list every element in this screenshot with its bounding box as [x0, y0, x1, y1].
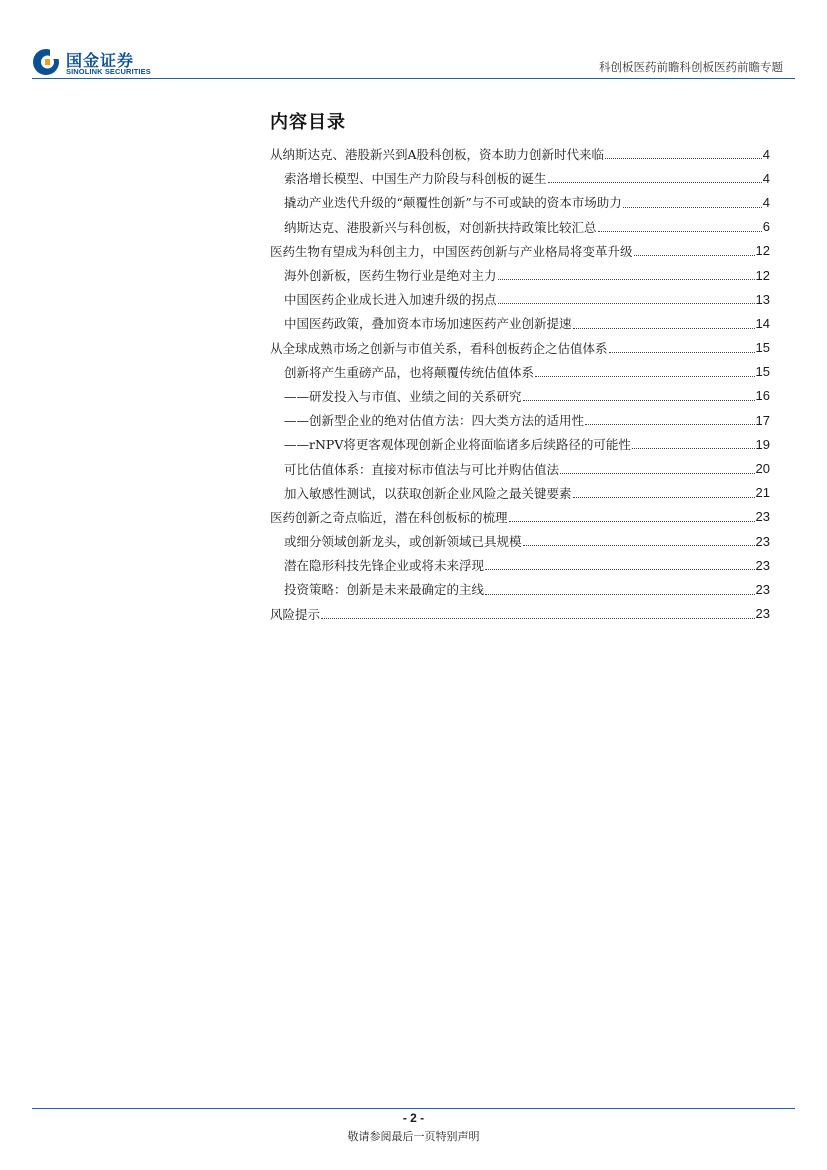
toc-entry[interactable] — [270, 190, 770, 214]
toc-entry-title: 撬动产业迭代升级的“颠覆性创新”与不可或缺的资本市场助力 — [284, 195, 622, 211]
toc-entry-page: 17 — [755, 412, 770, 428]
toc-entry-title: 中国医药政策，叠加资本市场加速医药产业创新提速 — [284, 316, 572, 332]
toc-entry-page: 14 — [755, 315, 770, 331]
toc-entry-page: 12 — [755, 243, 770, 259]
toc-entry[interactable] — [270, 505, 770, 529]
toc-dot-leader — [623, 207, 762, 208]
toc-dot-leader — [498, 279, 755, 280]
disclaimer-note: 敬请参阅最后一页特别声明 — [347, 1130, 480, 1143]
toc-entry-page: 23 — [755, 557, 770, 573]
toc-dot-leader — [560, 473, 755, 474]
toc-entry[interactable] — [270, 553, 770, 577]
toc-entry-page: 4 — [762, 170, 770, 186]
company-logo — [32, 48, 162, 78]
toc-entry[interactable] — [270, 456, 770, 480]
logo-english-name: SINOLINK SECURITIES — [66, 67, 151, 76]
header-divider — [32, 78, 795, 79]
toc-entry-page: 4 — [762, 146, 770, 162]
toc-dot-leader — [321, 618, 755, 619]
toc-entry-title: 可比估值体系：直接对标市值法与可比并购估值法 — [284, 461, 560, 477]
toc-entry-page: 19 — [755, 436, 770, 452]
toc-dot-leader — [573, 328, 755, 329]
toc-dot-leader — [632, 448, 755, 449]
toc-entry-title: 索洛增长模型、中国生产力阶段与科创板的诞生 — [284, 171, 547, 187]
toc-entry-page: 23 — [755, 509, 770, 525]
toc-dot-leader — [485, 594, 755, 595]
toc-dot-leader — [535, 376, 755, 377]
toc-entry-title: 或细分领域创新龙头，或创新领域已具规模 — [284, 534, 522, 550]
toc-dot-leader — [498, 303, 755, 304]
toc-entry-page: 20 — [755, 461, 770, 477]
toc-entry-title: 潜在隐形科技先锋企业或将未来浮现 — [284, 558, 485, 574]
toc-entry[interactable] — [270, 602, 770, 626]
toc-entry[interactable] — [270, 529, 770, 553]
toc-entry-page: 15 — [755, 340, 770, 356]
toc-entry[interactable] — [270, 408, 770, 432]
toc-dot-leader — [523, 545, 755, 546]
toc-entry-page: 12 — [755, 267, 770, 283]
toc-entry-page: 23 — [755, 606, 770, 622]
page-header — [0, 0, 827, 80]
toc-entry-title: 从全球成熟市场之创新与市值关系，看科创板药企之估值体系 — [270, 340, 608, 356]
report-title: 科创板医药前瞻科创板医药前瞻专题 — [599, 60, 783, 74]
toc-entry[interactable] — [270, 311, 770, 335]
toc-dot-leader — [548, 182, 762, 183]
toc-dot-leader — [523, 400, 755, 401]
toc-dot-leader — [634, 255, 755, 256]
toc-entry-title: 医药创新之奇点临近，潜在科创板标的梳理 — [270, 509, 508, 525]
toc-entry-title: 加入敏感性测试，以获取创新企业风险之最关键要素 — [284, 485, 572, 501]
toc-entry-page: 23 — [755, 581, 770, 597]
toc-entry-title: 医药生物有望成为科创主力，中国医药创新与产业格局将变革升级 — [270, 243, 633, 259]
toc-entry[interactable] — [270, 577, 770, 601]
toc-entry-title: 风险提示 — [270, 606, 321, 622]
toc-dot-leader — [573, 497, 755, 498]
toc-dot-leader — [485, 569, 755, 570]
toc-entry[interactable] — [270, 384, 770, 408]
toc-entry-page: 23 — [755, 533, 770, 549]
toc-dot-leader — [509, 521, 755, 522]
toc-entry-title: ——创新型企业的绝对估值方法：四大类方法的适用性 — [284, 413, 585, 429]
toc-entry[interactable] — [270, 481, 770, 505]
toc-entry-title: ——rNPV将更客观体现创新企业将面临诸多后续路径的可能性 — [284, 437, 631, 453]
toc-entry[interactable] — [270, 215, 770, 239]
toc-entry[interactable] — [270, 142, 770, 166]
toc-entry[interactable] — [270, 166, 770, 190]
toc-entry[interactable] — [270, 432, 770, 456]
toc-entry-page: 16 — [755, 388, 770, 404]
toc-heading: 内容目录 — [270, 112, 346, 133]
toc-entry[interactable] — [270, 263, 770, 287]
table-of-contents — [270, 142, 770, 626]
toc-entry-page: 13 — [755, 291, 770, 307]
toc-dot-leader — [609, 352, 755, 353]
toc-entry[interactable] — [270, 360, 770, 384]
logo-chinese-name: 国金证券 — [66, 51, 135, 70]
toc-entry-title: 从纳斯达克、港股新兴到A股科创板，资本助力创新时代来临 — [270, 147, 605, 163]
sinolink-logo-icon — [32, 48, 60, 76]
toc-entry-title: ——研发投入与市值、业绩之间的关系研究 — [284, 388, 522, 404]
toc-dot-leader — [598, 231, 762, 232]
toc-dot-leader — [585, 424, 755, 425]
toc-dot-leader — [605, 158, 762, 159]
toc-entry-page: 21 — [755, 485, 770, 501]
toc-entry-page: 4 — [762, 194, 770, 210]
toc-entry[interactable] — [270, 239, 770, 263]
toc-entry-title: 纳斯达克、港股新兴与科创板，对创新扶持政策比较汇总 — [284, 219, 597, 235]
toc-entry-title: 创新将产生重磅产品，也将颠覆传统估值体系 — [284, 364, 535, 380]
toc-entry-title: 投资策略：创新是未来最确定的主线 — [284, 582, 485, 598]
toc-entry[interactable] — [270, 287, 770, 311]
page-number: - 2 - — [402, 1111, 425, 1125]
toc-entry-title: 中国医药企业成长进入加速升级的拐点 — [284, 292, 497, 308]
toc-entry-page: 15 — [755, 364, 770, 380]
toc-entry[interactable] — [270, 336, 770, 360]
footer-divider — [32, 1108, 795, 1109]
toc-entry-page: 6 — [762, 219, 770, 235]
toc-entry-title: 海外创新板，医药生物行业是绝对主力 — [284, 268, 497, 284]
